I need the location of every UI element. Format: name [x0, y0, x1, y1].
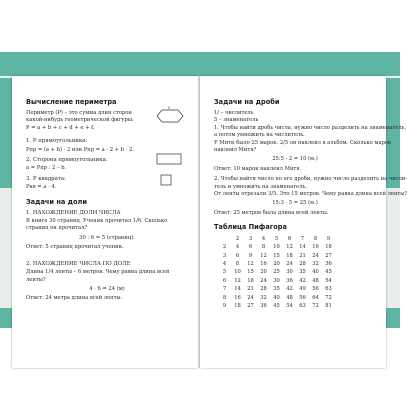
- pythagoras-header-cell: 6: [287, 235, 292, 242]
- hexagon-figure-icon: [156, 105, 184, 123]
- pythagoras-cell: 28: [299, 260, 306, 267]
- pythagoras-cell: 14: [234, 286, 241, 293]
- pythagoras-cell: 32: [312, 260, 319, 267]
- pythagoras-cell: 28: [260, 286, 267, 293]
- pythagoras-row: [218, 244, 335, 252]
- pythagoras-cell: 54: [286, 302, 293, 309]
- perimeter-intro-line1: Периметр (Р) – это сумма длин сторон: [26, 110, 132, 116]
- pythagoras-cell: 35: [299, 269, 306, 276]
- pythagoras-cell: 10: [234, 269, 241, 276]
- pythagoras-cell: 18: [325, 244, 332, 251]
- find-part-text: В книге 30 страниц. Ученик прочитал 1/6. Сколько страниц он прочитал?: [26, 218, 168, 232]
- fraction-rule2-line2: тель и умножить на знаменатель.: [214, 183, 307, 190]
- pythagoras-header-cell: 9: [326, 235, 331, 242]
- pythagoras-cell: 49: [299, 286, 306, 293]
- rectangle-side-row: [26, 157, 188, 173]
- pythagoras-cell: 4: [235, 244, 240, 251]
- pythagoras-header-cell: 7: [222, 286, 227, 293]
- pythagoras-row: [218, 294, 335, 302]
- pythagoras-cell: 42: [286, 286, 293, 293]
- fraction-example2-answer: Ответ: 25 метров была длина всей ленты.: [214, 209, 329, 216]
- pythagoras-cell: 16: [260, 260, 267, 267]
- fraction-rule1-line2: а потом умножить на числитель.: [214, 132, 305, 139]
- right-page-content: [214, 98, 407, 311]
- left-page: [12, 76, 198, 368]
- pythagoras-header-cell: 8: [222, 294, 227, 301]
- fraction-example2-line1: От ленты отрезали 3/5. Это 15 метров. Чему равна длина всей ленты?: [214, 191, 407, 198]
- pythagoras-cell: 64: [312, 294, 319, 301]
- find-part-answer: Ответ: 5 страниц прочитал ученик.: [26, 244, 124, 251]
- pythagoras-cell: 48: [286, 294, 293, 301]
- pythagoras-cell: 40: [273, 294, 280, 301]
- pythagoras-cell: 45: [325, 269, 332, 276]
- pythagoras-cell: 30: [286, 269, 293, 276]
- pythagoras-cell: 36: [286, 277, 293, 284]
- pythagoras-cell: 14: [299, 244, 306, 251]
- pythagoras-cell: 30: [273, 277, 280, 284]
- pythagoras-row: [218, 269, 335, 277]
- rectangle-figure-icon: [156, 153, 182, 165]
- pythagoras-cell: 63: [325, 286, 332, 293]
- pythagoras-cell: 16: [234, 294, 241, 301]
- pythagoras-table: [218, 235, 335, 311]
- pythagoras-cell: 18: [234, 302, 241, 309]
- pythagoras-cell: 27: [325, 252, 332, 259]
- rectangle-side-label: 2. Сторона прямоугольника:: [26, 157, 108, 164]
- pythagoras-cell: 81: [325, 302, 332, 309]
- pythagoras-cell: 12: [247, 260, 254, 267]
- numerator-label: 1/ – числитель: [214, 110, 254, 116]
- pythagoras-cell: 15: [247, 269, 254, 276]
- pythagoras-header-cell: 6: [222, 277, 227, 284]
- square-row: [26, 176, 188, 192]
- pythagoras-cell: 24: [286, 260, 293, 267]
- svg-text:a: a: [168, 105, 171, 110]
- fractions-title: Задачи на дроби: [214, 98, 280, 106]
- pythagoras-cell: 36: [325, 260, 332, 267]
- fraction-example1-line2: наклеил Митя?: [214, 147, 257, 154]
- pythagoras-cell: 12: [234, 277, 241, 284]
- pythagoras-cell: 16: [312, 244, 319, 251]
- pythagoras-cell: 24: [312, 252, 319, 259]
- right-page: [200, 76, 407, 368]
- pythagoras-cell: 18: [247, 277, 254, 284]
- pythagoras-cell: 72: [312, 302, 319, 309]
- pythagoras-cell: 56: [312, 286, 319, 293]
- perimeter-intro: [26, 105, 188, 125]
- pythagoras-cell: 6: [248, 244, 253, 251]
- pythagoras-cell: 32: [260, 294, 267, 301]
- pythagoras-cell: 8: [235, 260, 240, 267]
- pythagoras-cell: 40: [312, 269, 319, 276]
- pythagoras-row: [218, 277, 335, 285]
- fraction-example1-answer: Ответ: 10 марок наклеил Митя.: [214, 165, 302, 172]
- pythagoras-row: [218, 302, 335, 310]
- pythagoras-cell: 48: [312, 277, 319, 284]
- pythagoras-cell: 21: [247, 286, 254, 293]
- pythagoras-header-cell: 3: [248, 235, 253, 242]
- pythagoras-cell: 72: [325, 294, 332, 301]
- square-perimeter-label: 3. Р квадрата:: [26, 175, 66, 182]
- denominator-label: 5 – знаменатель: [214, 117, 259, 124]
- pythagoras-cell: 24: [247, 294, 254, 301]
- rectangle-perimeter-label: 1. Р прямоугольника:: [26, 138, 88, 145]
- pythagoras-cell: 36: [260, 302, 267, 309]
- teal-background-band: [0, 52, 400, 76]
- perimeter-general-formula: P = a + b + c + d + e + f.: [26, 124, 95, 131]
- share-problems-title: Задачи на доли: [26, 197, 87, 206]
- pythagoras-header-cell: 5: [222, 269, 227, 276]
- pythagoras-cell: 25: [273, 269, 280, 276]
- pythagoras-cell: 15: [273, 252, 280, 259]
- square-perimeter-formula: Pкв = a · 4.: [26, 184, 57, 191]
- pythagoras-cell: 27: [247, 302, 254, 309]
- pythagoras-cell: 42: [299, 277, 306, 284]
- pythagoras-header-cell: 4: [261, 235, 266, 242]
- pythagoras-cell: 12: [286, 244, 293, 251]
- fraction-example2-solution: 15:3 · 5 = 25 (м.): [272, 200, 318, 207]
- pythagoras-cell: 21: [299, 252, 306, 259]
- pythagoras-header-cell: 9: [222, 302, 227, 309]
- pythagoras-header-cell: 4: [222, 260, 227, 267]
- find-part-title: 1. НАХОЖДЕНИЕ ДОЛИ ЧИСЛА: [26, 209, 121, 216]
- pythagoras-cell: 56: [299, 294, 306, 301]
- find-number-solution: 4 · 6 = 24 (м): [89, 285, 125, 292]
- pythagoras-row: [218, 260, 335, 268]
- find-part-solution: 30 : 6 = 5 (страниц).: [79, 234, 135, 241]
- pythagoras-cell: 18: [286, 252, 293, 259]
- perimeter-intro-line2: какой-нибудь геометрической фигуры:: [26, 117, 134, 124]
- pythagoras-row: [218, 286, 335, 294]
- pythagoras-header-row: [218, 235, 335, 243]
- pythagoras-cell: 10: [273, 244, 280, 251]
- pythagoras-cell: 20: [260, 269, 267, 276]
- fraction-example1-solution: 25:5 · 2 = 10 (м.): [272, 156, 318, 163]
- pythagoras-table-title: Таблица Пифагора: [214, 223, 287, 232]
- pythagoras-cell: 24: [260, 277, 267, 284]
- pythagoras-header-cell: 8: [313, 235, 318, 242]
- square-figure-icon: [160, 174, 172, 186]
- pythagoras-header-cell: [218, 235, 231, 243]
- left-page-content: [26, 98, 188, 303]
- pythagoras-cell: 20: [273, 260, 280, 267]
- pythagoras-row: [218, 252, 335, 260]
- fraction-example1-line1: У Мити было 25 марок. 2/5 он наклеил в альбом. Сколько марок: [214, 139, 392, 146]
- find-number-text: Длина 1/4 ленты – 6 метров. Чему равна длина всей ленты?: [26, 269, 170, 283]
- pythagoras-header-cell: 7: [300, 235, 305, 242]
- fraction-rule2-line1: 2. Чтобы найти число по его дроби, нужно число разделить на числи-: [214, 176, 407, 183]
- pythagoras-cell: 54: [325, 277, 332, 284]
- pythagoras-cell: 63: [299, 302, 306, 309]
- rectangle-perimeter-formula: Pпр = (a + b) · 2 или Pпр = a · 2 + b · 2.: [26, 146, 134, 153]
- pythagoras-header-cell: 5: [274, 235, 279, 242]
- pythagoras-cell: 8: [261, 244, 266, 251]
- pythagoras-cell: 35: [273, 286, 280, 293]
- pythagoras-cell: 9: [248, 252, 253, 259]
- pythagoras-cell: 45: [273, 302, 280, 309]
- pythagoras-header-cell: 2: [235, 235, 240, 242]
- pythagoras-cell: 6: [235, 252, 240, 259]
- perimeter-title: Вычисление периметра: [26, 98, 117, 106]
- pythagoras-header-cell: 3: [222, 252, 227, 259]
- find-number-answer: Ответ: 24 метра длина всей ленты.: [26, 295, 123, 302]
- pythagoras-header-cell: 2: [222, 244, 227, 251]
- pythagoras-cell: 12: [260, 252, 267, 259]
- find-number-title: 2. НАХОЖДЕНИЕ ЧИСЛА ПО ДОЛЕ: [26, 260, 131, 267]
- rectangle-side-formula: a = Pпр : 2 – b.: [26, 165, 67, 172]
- fraction-rule1-line1: 1. Чтобы найти дробь числа, нужно число разделить на знаменатель,: [214, 124, 407, 131]
